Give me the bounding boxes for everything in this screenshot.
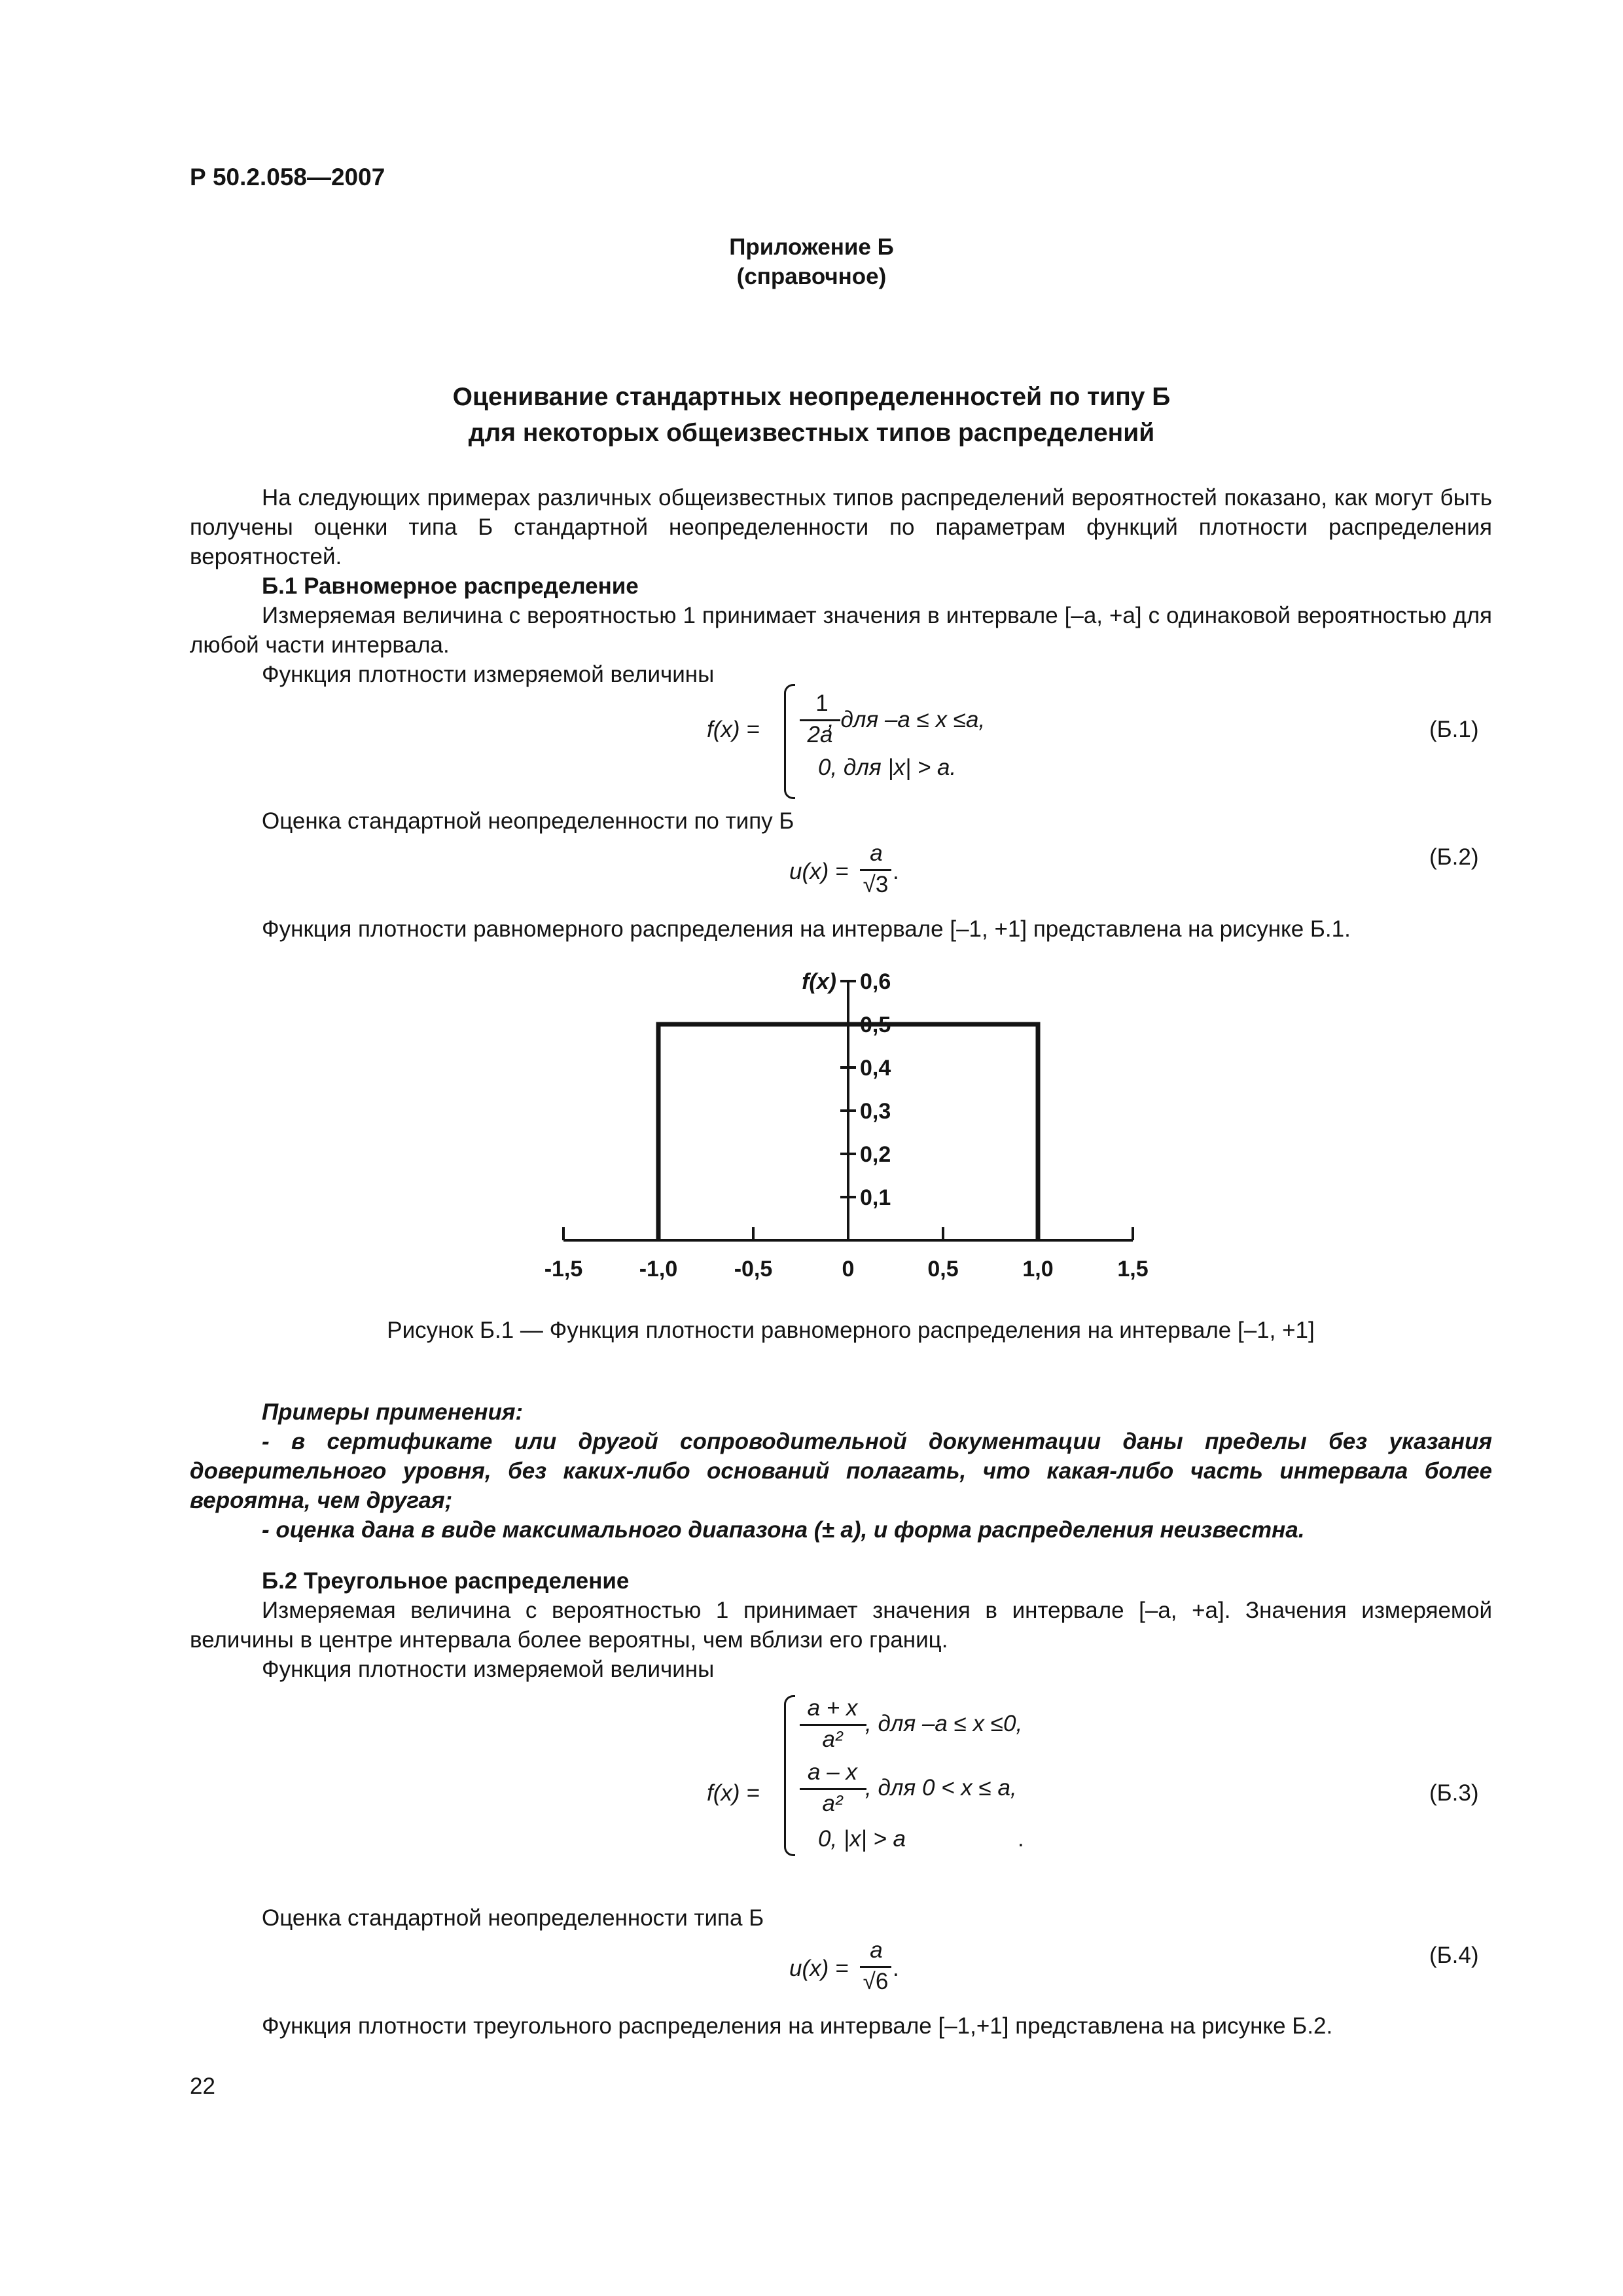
b2-paragraph-4: Функция плотности треугольного распределения на интервале [–1,+1] представлена на рисунке Б.2. [262, 2013, 1333, 2039]
eq-b1-case1: , для –a ≤ x ≤a, [828, 707, 986, 732]
x-tick-label: -1,5 [544, 1257, 583, 1282]
eq-b2-denominator: √3 [863, 872, 889, 897]
examples-item-2: - оценка дана в виде максимального диапазона (± a), и форма распределения неизвестна. [262, 1517, 1305, 1543]
eq-b3-dot: . [1018, 1826, 1024, 1852]
eq-b4-lhs: u(x) = [789, 1956, 849, 1981]
y-tick-label: 0,2 [860, 1142, 891, 1167]
x-tick-label: 1,0 [1022, 1257, 1054, 1282]
x-tick-label: -0,5 [734, 1257, 773, 1282]
eq-b1-label: (Б.1) [1429, 717, 1479, 742]
intro-paragraph: На следующих примерах различных общеизвестных типов распределений вероятностей показано, как могут быть получены оценки типа Б стандартной неопределенности по параметрам функций плотности распределения вероятностей. [190, 485, 1492, 569]
b1-paragraph-1: Измеряемая величина с вероятностью 1 принимает значения в интервале [–a, +a] с одинаковой вероятностью для любой части интервала. [190, 603, 1492, 658]
x-tick-label: 0 [842, 1257, 855, 1282]
x-tick-label: 0,5 [927, 1257, 959, 1282]
eq-b3-numerator-2: a – x [808, 1759, 857, 1785]
b1-paragraph-2: Функция плотности измеряемой величины [262, 662, 715, 687]
eq-b3-denominator-2: a² [822, 1791, 843, 1816]
b2-paragraph-3: Оценка стандартной неопределенности типа Б [262, 1905, 764, 1931]
appendix-title: Приложение Б [729, 234, 894, 260]
eq-b3-case3: 0, |x| > a [818, 1826, 906, 1852]
b2-paragraph-2: Функция плотности измеряемой величины [262, 1657, 715, 1682]
appendix-note: (справочное) [736, 264, 887, 289]
page-number: 22 [190, 2073, 215, 2099]
b1-title: Б.1 Равномерное распределение [262, 573, 639, 599]
eq-b2-numerator: a [870, 840, 883, 866]
eq-b3-fraction-bar-2 [800, 1788, 866, 1790]
y-tick-label: 0,6 [860, 969, 891, 994]
eq-b4-fraction-bar [860, 1966, 891, 1968]
eq-b4-tail: . [893, 1956, 899, 1981]
eq-b3-denominator-1: a² [822, 1727, 843, 1752]
x-tick-label: 1,5 [1117, 1257, 1149, 1282]
eq-b2-tail: . [893, 859, 899, 884]
y-axis-label: f(x) [802, 969, 836, 994]
y-tick-label: 0,3 [860, 1099, 891, 1124]
eq-b3-numerator-1: a + x [807, 1695, 858, 1721]
eq-b1-lhs: f(x) = [707, 717, 760, 742]
y-tick-label: 0,4 [860, 1056, 891, 1081]
document-code: Р 50.2.058—2007 [190, 164, 385, 190]
eq-b2-lhs: u(x) = [789, 859, 849, 884]
eq-b4-label: (Б.4) [1429, 1943, 1479, 1968]
examples-title: Примеры применения: [262, 1399, 524, 1425]
eq-b3-case1: , для –a ≤ x ≤0, [865, 1711, 1023, 1736]
b1-paragraph-3: Оценка стандартной неопределенности по типу Б [262, 808, 794, 834]
eq-b4-numerator: a [870, 1937, 883, 1963]
b2-title: Б.2 Треугольное распределение [262, 1568, 630, 1594]
b2-paragraph-1: Измеряемая величина с вероятностью 1 принимает значения в интервале [–a, +a]. Значения измеряемой величины в центре интервала более вероятны, чем вблизи его границ. [190, 1598, 1492, 1653]
eq-b2-label: (Б.2) [1429, 844, 1479, 870]
eq-b1-numerator: 1 [815, 691, 829, 716]
eq-b3-fraction-bar-1 [800, 1724, 866, 1726]
x-tick-label: -1,0 [639, 1257, 678, 1282]
eq-b1-case2: 0, для |x| > a. [818, 755, 957, 780]
y-tick-label: 0,1 [860, 1185, 891, 1210]
b1-paragraph-4: Функция плотности равномерного распределения на интервале [–1, +1] представлена на рисунке Б.1. [262, 916, 1351, 942]
eq-b3-lhs: f(x) = [707, 1780, 760, 1806]
examples-item-1: - в сертификате или другой сопроводительной документации даны пределы без указания доверительного уровня, без каких-либо оснований полагать, что какая-либо часть интервала более вероятна, чем другая; [190, 1429, 1492, 1513]
y-tick-label: 0,5 [860, 1013, 891, 1037]
eq-b3-label: (Б.3) [1429, 1780, 1479, 1806]
section-heading-line1: Оценивание стандартных неопределенностей по типу Б [452, 383, 1171, 411]
eq-b4-denominator: √6 [863, 1969, 889, 1994]
figure-caption: Рисунок Б.1 — Функция плотности равномерного распределения на интервале [–1, +1] [387, 1318, 1315, 1343]
section-heading-line2: для некоторых общеизвестных типов распределений [468, 419, 1155, 447]
eq-b3-case2: , для 0 < x ≤ a, [865, 1775, 1017, 1801]
eq-b1-denominator: 2a [807, 722, 833, 747]
eq-b3-brace [784, 1695, 795, 1856]
